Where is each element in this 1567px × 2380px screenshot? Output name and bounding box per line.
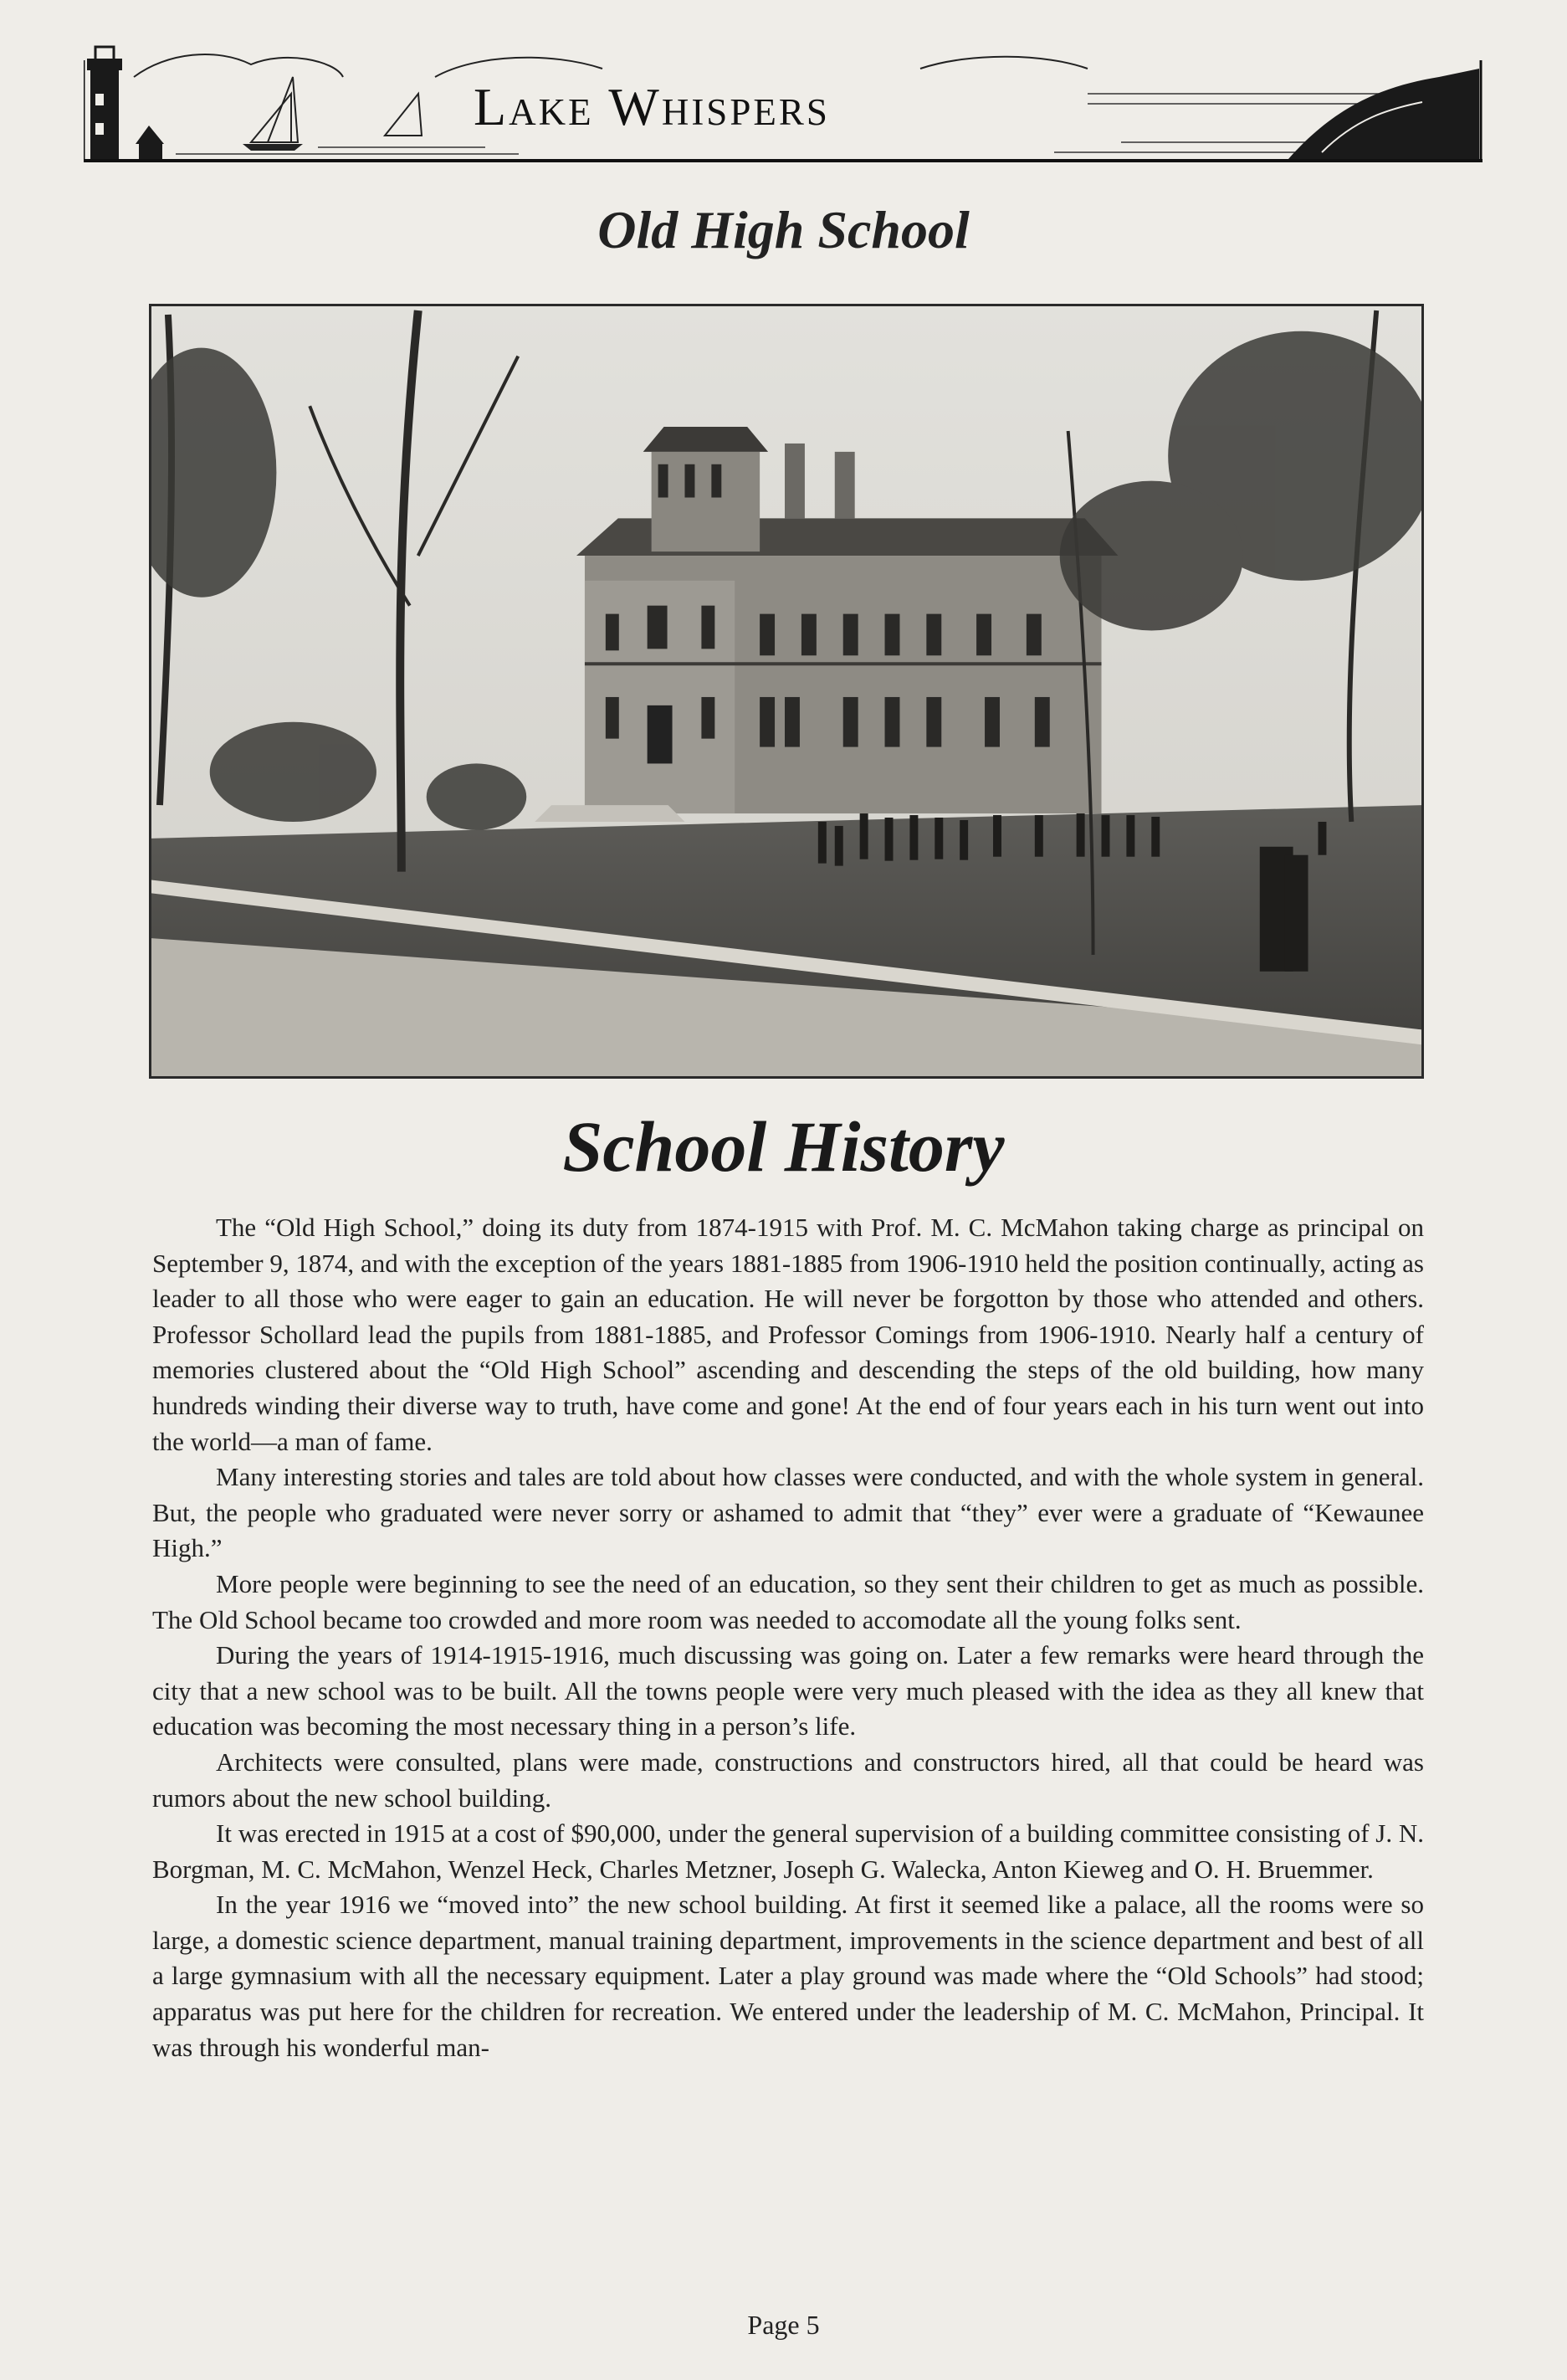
school-building-photo-icon: [151, 306, 1421, 1076]
paragraph: Many interesting stories and tales are told about how classes were conducted, and with the whole system in general. But, the people who graduated were never sorry or ashamed to admit that “they” ever were a graduate of “Kewaunee High.”: [152, 1462, 1424, 1563]
page-number: Page 5: [747, 2310, 820, 2340]
article-body: [152, 1210, 1424, 2065]
paragraph: It was erected in 1915 at a cost of $90,000, under the general supervision of a building committee consisting of J. N. Borgman, M. C. McMahon, Wenzel Heck, Charles Metzner, Joseph G. Walecka, Anton Kieweg and O. H. Bruemmer.: [152, 1818, 1424, 1884]
paragraph: More people were beginning to see the need of an education, so they sent their children to get as much as possible. The Old School became too crowded and more room was needed to accomodate all the young folks sent.: [152, 1568, 1424, 1634]
paragraph: Architects were consulted, plans were made, constructions and constructors hired, all that could be heard was rumors about the new school building.: [152, 1747, 1424, 1813]
banner-title: Lake Whispers: [469, 74, 835, 141]
paragraph: The “Old High School,” doing its duty from 1874-1915 with Prof. M. C. McMahon taking charge as principal on September 9, 1874, and with the exception of the years 1881-1885 from 1906-1910 held the position continually, acting as leader to all those who were eager to gain an education. He will never be forgotton by those who attended and others. Professor Schollard lead the pupils from 1881-1885, and Professor Comings from 1906-1910. Nearly half a century of memories clustered about the “Old High School” ascending and descending the steps of the old building, how many hundreds winding their diverse way to truth, have come and gone! At the end of four years each in his turn went out into the world—a man of fame.: [152, 1213, 1424, 1456]
section-heading: School History: [562, 1106, 1005, 1187]
page-title: Old High School: [597, 200, 970, 259]
paragraph: During the years of 1914-1915-1916, much discussing was going on. Later a few remarks were heard through the city that a new school was to be built. All the towns people were very much pleased with the idea as they all knew that education was becoming the most necessary thing in a person’s life.: [152, 1640, 1424, 1741]
school-photo: [149, 304, 1424, 1079]
paragraph: In the year 1916 we “moved into” the new school building. At first it seemed like a palace, all the rooms were so large, a domestic science department, manual training department, improvements in the science department and best of all a large gymnasium with all the necessary equipment. Later a play ground was made where the “Old Schools” had stood; apparatus was put here for the children for recreation. We entered under the leadership of M. C. McMahon, Principal. It was through his wonderful man-: [152, 1890, 1424, 2062]
